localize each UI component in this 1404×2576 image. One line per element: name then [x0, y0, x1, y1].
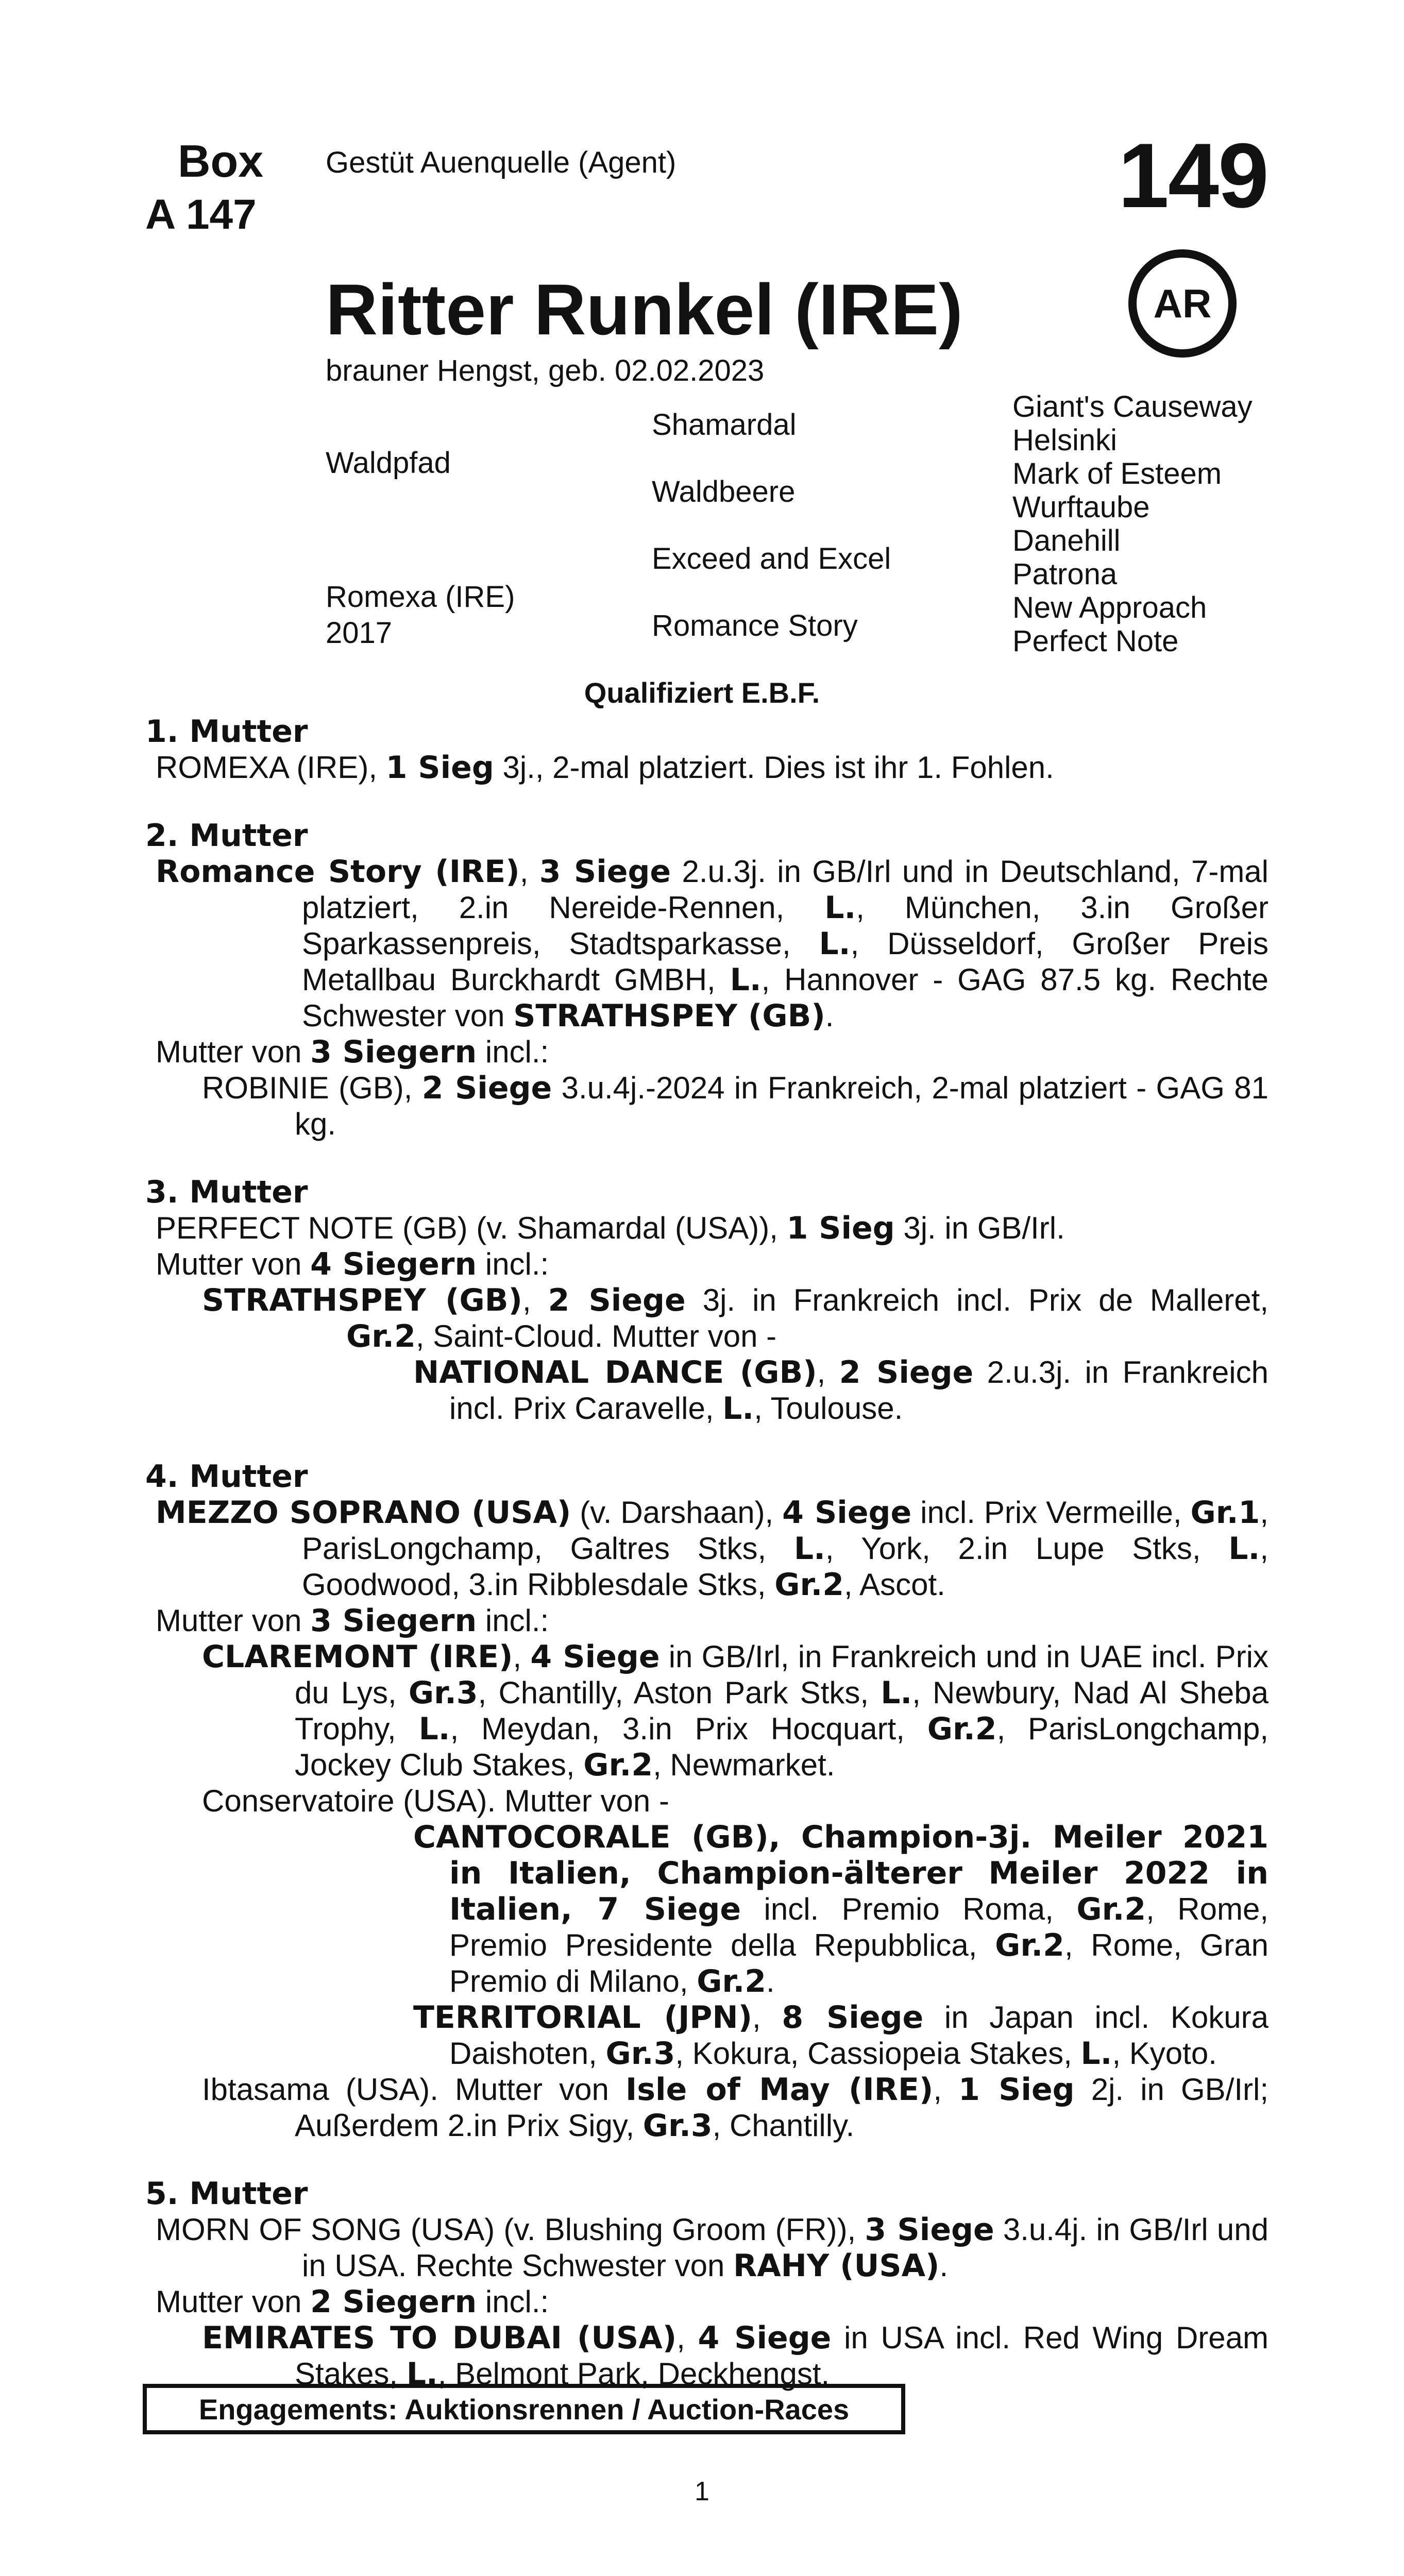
dam-of-line: Mutter von 3 Siegern incl.: [156, 1603, 549, 1639]
section-mutter-2 [145, 818, 1268, 1142]
pedigree-great-grandparent: Wurftaube [1012, 490, 1150, 524]
box-label: Box [178, 135, 264, 187]
pedigree-dam-year: 2017 [326, 616, 393, 650]
grand-offspring-entry: TERRITORIAL (JPN), 8 Siege in Japan incl. Kokura Daishoten, Gr.3, Kokura, Cassiopeia Stakes, L., Kyoto. [413, 1999, 1268, 2072]
section-title: 4. Mutter [145, 1459, 308, 1495]
offspring-entry: EMIRATES TO DUBAI (USA), 4 Siege in USA incl. Red Wing Dream Stakes, L., Belmont Park, Deckhengst. [202, 2320, 1268, 2392]
ar-badge-label: AR [1153, 280, 1212, 326]
pedigree-great-grandparents [1012, 390, 1253, 658]
section-mutter-1 [145, 714, 1268, 786]
dam-entry: Romance Story (IRE), 3 Siege 2.u.3j. in GB/Irl und in Deutschland, 7-mal platziert, 2.in Nereide-Rennen, L., München, 3.in Großer Sparkassenpreis, Stadtsparkasse, L., Düsseldorf, Großer Preis Metallbau Burckhardt GMBH, L., Hannover - GAG 87.5 kg. Rechte Schwester von STRATHSPEY (GB). [156, 854, 1269, 1034]
pedigree-great-grandparent: New Approach [1012, 591, 1207, 624]
box-number: A 147 [145, 191, 257, 238]
pedigree-great-grandparent: Mark of Esteem [1012, 457, 1222, 490]
section-title: 2. Mutter [145, 818, 308, 854]
dam-of-line: Mutter von 4 Siegern incl.: [156, 1246, 549, 1282]
dam-entry: MORN OF SONG (USA) (v. Blushing Groom (FR)), 3 Siege 3.u.4j. in GB/Irl und in USA. Rechte Schwester von RAHY (USA). [156, 2212, 1268, 2284]
lot-number: 149 [1118, 124, 1268, 227]
dam-entry: ROMEXA (IRE), 1 Sieg 3j., 2-mal platziert. Dies ist ihr 1. Fohlen. [156, 750, 1054, 786]
section-title: 5. Mutter [145, 2176, 308, 2212]
pedigree-grandparent: Exceed and Excel [652, 542, 891, 575]
engagements-box [143, 2384, 905, 2434]
grand-offspring-entry: NATIONAL DANCE (GB), 2 Siege 2.u.3j. in Frankreich incl. Prix Caravelle, L., Toulouse. [413, 1354, 1268, 1427]
offspring-entry: CLAREMONT (IRE), 4 Siege in GB/Irl, in Frankreich und in UAE incl. Prix du Lys, Gr.3, Chantilly, Aston Park Stks, L., Newbury, Nad Al Sheba Trophy, L., Meydan, 3.in Prix Hocquart, Gr.2, ParisLongchamp, Jockey Club Stakes, Gr.2, Newmarket. [202, 1639, 1269, 1783]
pedigree-sire: Waldpfad [326, 446, 451, 480]
offspring-entry: Conservatoire (USA). Mutter von - [202, 1784, 669, 1818]
offspring-entry: ROBINIE (GB), 2 Siege 3.u.4j.-2024 in Frankreich, 2-mal platziert - GAG 81 kg. [202, 1070, 1268, 1141]
pedigree-great-grandparent: Danehill [1012, 524, 1121, 557]
dam-entry: PERFECT NOTE (GB) (v. Shamardal (USA)), 1 Sieg 3j. in GB/Irl. [156, 1210, 1065, 1246]
family-sections [145, 714, 1268, 2392]
pedigree-grandparent: Waldbeere [652, 475, 796, 509]
pedigree-great-grandparent: Helsinki [1012, 423, 1118, 457]
offspring-entry: STRATHSPEY (GB), 2 Siege 3j. in Frankreich incl. Prix de Malleret, Gr.2, Saint-Cloud. Mutter von - [202, 1282, 1269, 1354]
page-number: 1 [695, 2477, 709, 2506]
pedigree-dam: Romexa (IRE) [326, 580, 515, 614]
pedigree-grandparent: Shamardal [652, 408, 797, 442]
section-title: 1. Mutter [145, 714, 308, 750]
pedigree-grandparent: Romance Story [652, 609, 858, 642]
horse-description: brauner Hengst, geb. 02.02.2023 [326, 354, 765, 387]
seller: Gestüt Auenquelle (Agent) [326, 146, 676, 179]
dam-entry: MEZZO SOPRANO (USA) (v. Darshaan), 4 Siege incl. Prix Vermeille, Gr.1, ParisLongchamp, Galtres Stks, L., York, 2.in Lupe Stks, L., Goodwood, 3.in Ribblesdale Stks, Gr.2, Ascot. [156, 1495, 1268, 1603]
section-title: 3. Mutter [145, 1174, 308, 1210]
offspring-entry: Ibtasama (USA). Mutter von Isle of May (IRE), 1 Sieg 2j. in GB/Irl; Außerdem 2.in Prix Sigy, Gr.3, Chantilly. [202, 2072, 1269, 2144]
section-mutter-4 [145, 1459, 1268, 2144]
engagements-label: Engagements: Auktionsrennen / Auction-Races [198, 2393, 850, 2426]
section-mutter-3 [145, 1174, 1268, 1427]
horse-name: Ritter Runkel (IRE) [326, 269, 963, 350]
dam-of-line: Mutter von 3 Siegern incl.: [156, 1034, 549, 1070]
pedigree-great-grandparent: Giant's Causeway [1012, 390, 1253, 423]
pedigree-great-grandparent: Perfect Note [1012, 624, 1179, 658]
dam-of-line: Mutter von 2 Siegern incl.: [156, 2284, 549, 2320]
grand-offspring-entry: CANTOCORALE (GB), Champion-3j. Meiler 2021 in Italien, Champion-älterer Meiler 2022 in Italien, 7 Siege incl. Premio Roma, Gr.2, Rome, Premio Presidente della Repubblica, Gr.2, Rome, Gran Premio di Milano, Gr.2. [413, 1819, 1268, 1999]
pedigree-great-grandparent: Patrona [1012, 557, 1118, 591]
ar-badge [1128, 249, 1237, 358]
qualification: Qualifiziert E.B.F. [584, 676, 820, 709]
section-mutter-5 [145, 2176, 1268, 2392]
